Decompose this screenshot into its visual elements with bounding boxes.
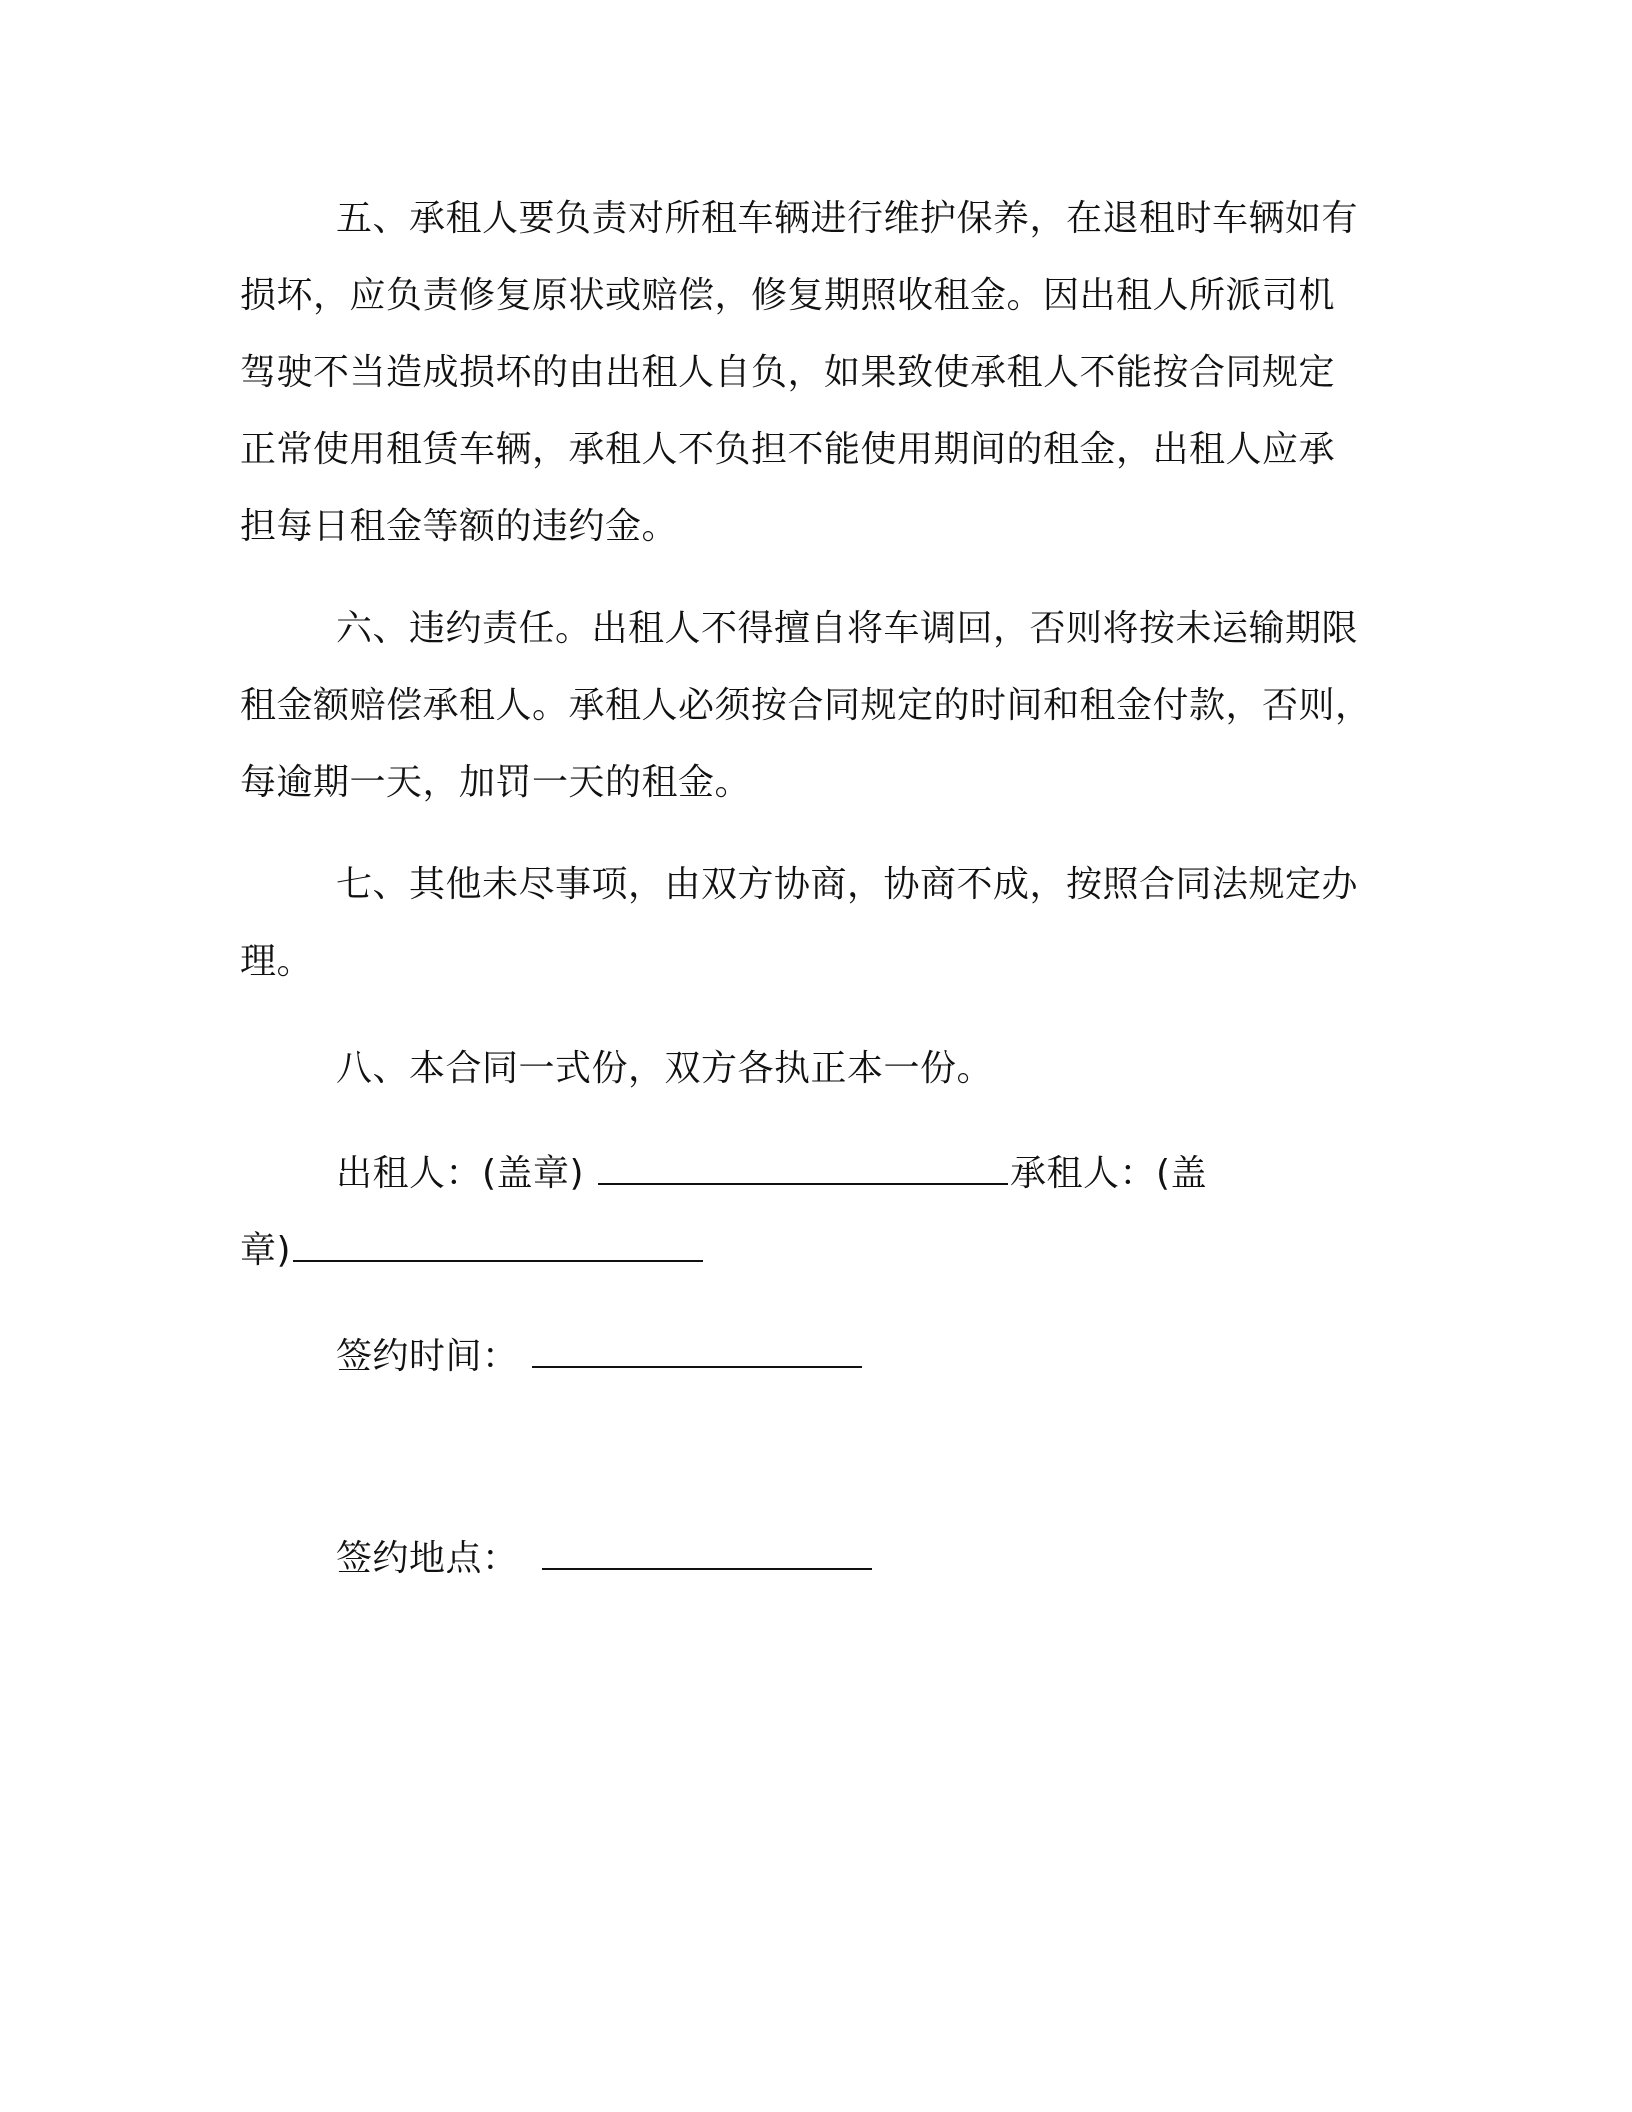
paragraph-5-line-1: 五、承租人要负责对所租车辆进行维护保养，在退租时车辆如有 bbox=[336, 198, 1359, 239]
signature-line-2 bbox=[240, 1212, 705, 1289]
lessee-signature-blank bbox=[293, 1230, 703, 1262]
paragraph-6-line-2: 租金额赔偿承租人。承租人必须按合同规定的时间和租金付款，否则， bbox=[240, 685, 1372, 726]
paragraph-7-line-1: 七、其他未尽事项，由双方协商，协商不成，按照合同法规定办 bbox=[336, 864, 1359, 905]
paragraph-6-line-3: 每逾期一天，加罚一天的租金。 bbox=[240, 762, 752, 803]
signing-place-blank bbox=[542, 1538, 872, 1570]
lessee-label-part-2: 章) bbox=[240, 1230, 292, 1271]
signature-line-1 bbox=[336, 1135, 1207, 1212]
lessor-signature-blank bbox=[598, 1153, 1008, 1185]
lessee-label-part-1: 承租人：(盖 bbox=[1010, 1153, 1208, 1194]
paragraph-5-line-5: 担每日租金等额的违约金。 bbox=[240, 506, 679, 547]
paragraph-8: 八、本合同一式份，双方各执正本一份。 bbox=[336, 1048, 994, 1089]
lessor-label: 出租人：(盖章) bbox=[336, 1153, 585, 1194]
signing-date-label: 签约时间： bbox=[336, 1336, 519, 1377]
paragraph-5-line-2: 损坏，应负责修复原状或赔偿，修复期照收租金。因出租人所派司机 bbox=[240, 275, 1336, 316]
signing-date-line bbox=[336, 1318, 864, 1395]
signing-place-label: 签约地点： bbox=[336, 1538, 519, 1579]
paragraph-5-line-3: 驾驶不当造成损坏的由出租人自负，如果致使承租人不能按合同规定 bbox=[240, 352, 1336, 393]
signing-date-blank bbox=[532, 1336, 862, 1368]
paragraph-5-line-4: 正常使用租赁车辆，承租人不负担不能使用期间的租金，出租人应承 bbox=[240, 429, 1336, 470]
signing-place-line bbox=[336, 1520, 874, 1597]
paragraph-6-line-1: 六、违约责任。出租人不得擅自将车调回，否则将按未运输期限 bbox=[336, 608, 1359, 649]
paragraph-7-line-2: 理。 bbox=[240, 941, 314, 982]
